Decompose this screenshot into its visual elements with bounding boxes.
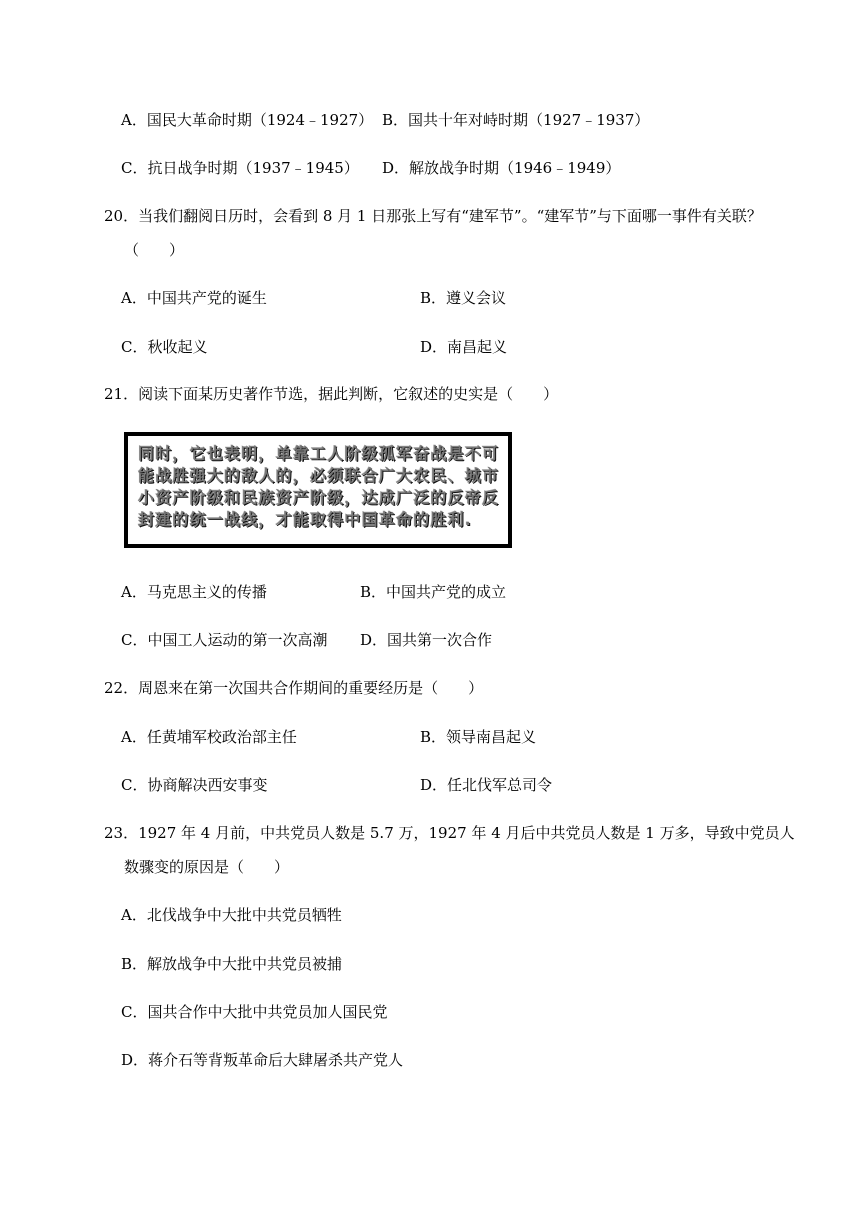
- q22-option-b: B．领导南昌起义: [420, 728, 537, 746]
- q23-stem-continued: 数骤变的原因是（ ）: [124, 858, 290, 876]
- q20-option-c: C．秋收起义: [121, 338, 208, 356]
- excerpt-line: 小资产阶级和民族资产阶级，达成广泛的反帝反: [138, 488, 500, 507]
- q19-option-d: D．解放战争时期（1946﹣1949）: [382, 159, 621, 177]
- q23-option-d: D．蒋介石等背叛革命后大肆屠杀共产党人: [121, 1051, 404, 1069]
- q23-option-a: A．北伐战争中大批中共党员牺牲: [121, 906, 342, 924]
- q23-stem: 23．1927 年 4 月前，中共党员人数是 5.7 万，1927 年 4 月后中共党员人数是 1 万多，导致中党员人: [104, 824, 795, 842]
- q21-option-c: C．中国工人运动的第一次高潮: [121, 631, 328, 649]
- q20-option-a: A．中国共产党的诞生: [121, 289, 267, 307]
- q21-excerpt-box: [124, 432, 512, 548]
- q20-stem-blank: （ ）: [124, 241, 185, 259]
- q19-option-a: A．国民大革命时期（1924﹣1927）: [121, 111, 374, 129]
- q20-option-d: D．南昌起义: [420, 338, 508, 356]
- q21-option-d: D．国共第一次合作: [360, 631, 493, 649]
- excerpt-line: 能战胜强大的敌人的，必须联合广大农民、城市: [138, 466, 500, 485]
- q23-option-b: B．解放战争中大批中共党员被捕: [121, 955, 343, 973]
- excerpt-line: 封建的统一战线，才能取得中国革命的胜利.: [138, 510, 473, 529]
- q22-option-c: C．协商解决西安事变: [121, 776, 268, 794]
- q19-option-b: B．国共十年对峙时期（1927﹣1937）: [382, 111, 650, 129]
- q22-stem: 22．周恩来在第一次国共合作期间的重要经历是（ ）: [104, 679, 484, 697]
- excerpt-line: 同时，它也表明，单靠工人阶级孤军奋战是不可: [138, 444, 500, 463]
- q20-stem: 20．当我们翻阅日历时，会看到 8 月 1 日那张上写有“建军节”。“建军节”与下面哪一事件有关联？: [104, 207, 762, 225]
- q22-option-a: A．任黄埔军校政治部主任: [121, 728, 297, 746]
- q22-option-d: D．任北伐军总司令: [420, 776, 553, 794]
- q21-option-a: A．马克思主义的传播: [121, 583, 267, 601]
- q23-option-c: C．国共合作中大批中共党员加人国民党: [121, 1003, 388, 1021]
- q21-stem: 21．阅读下面某历史著作节选，据此判断，它叙述的史实是（ ）: [104, 385, 559, 403]
- q19-option-c: C．抗日战争时期（1937﹣1945）: [121, 159, 359, 177]
- q20-option-b: B．遵义会议: [420, 289, 507, 307]
- q21-option-b: B．中国共产党的成立: [360, 583, 507, 601]
